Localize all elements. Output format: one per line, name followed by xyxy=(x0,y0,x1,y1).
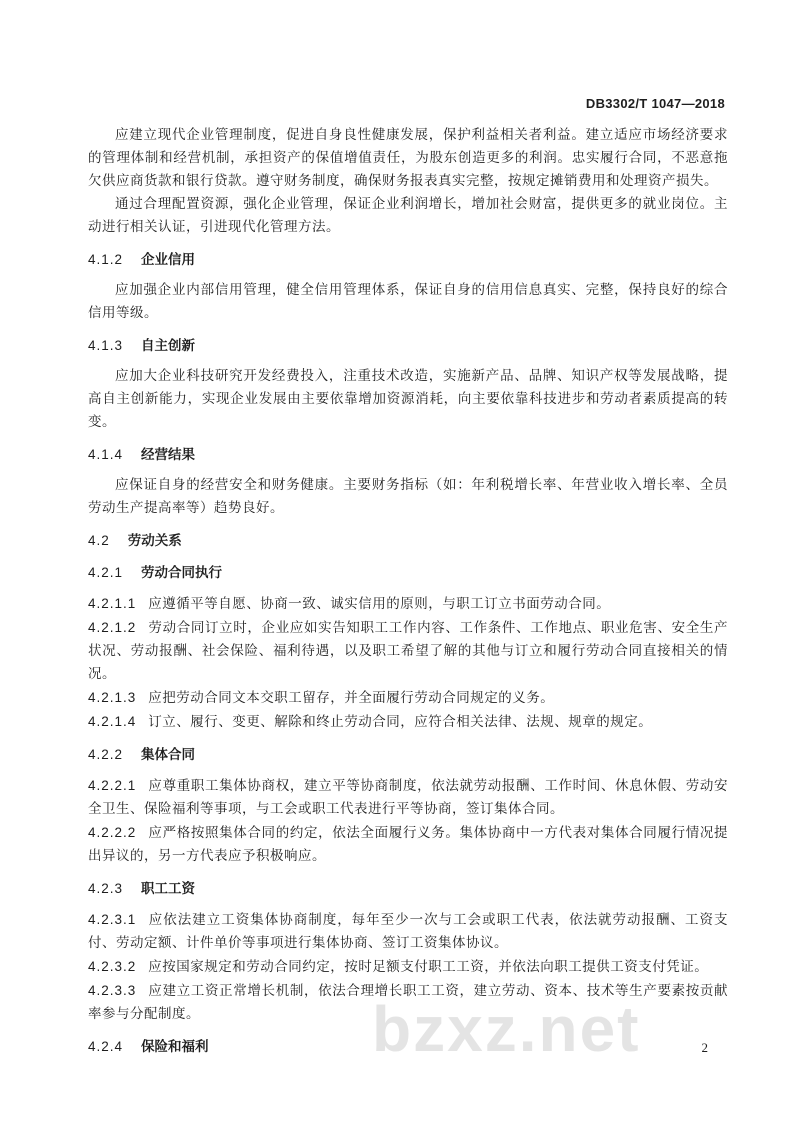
clause-number: 4.2.3.1 xyxy=(88,912,137,927)
section-number: 4.2 xyxy=(88,533,110,548)
section-number: 4.1.4 xyxy=(88,447,124,462)
section-number: 4.2.2 xyxy=(88,747,124,762)
clause-number: 4.2.2.1 xyxy=(88,778,137,793)
clause-number: 4.2.1.4 xyxy=(88,714,137,729)
clause-4-2-2-1 xyxy=(88,774,728,821)
intro-paragraph-1: 应建立现代企业管理制度，促进自身良性健康发展，保护利益相关者利益。建立适应市场经济要求的管理体制和经营机制，承担资产的保值增值责任，为股东创造更多的利润。忠实履行合同，不恶意拖欠供应商货款和银行贷款。遵守财务制度，确保财务报表真实完整，按规定摊销费用和处理资产损失。 xyxy=(88,127,728,189)
heading-4-1-3 xyxy=(88,335,728,357)
section-number: 4.1.3 xyxy=(88,338,124,353)
clause-text: 应依法建立工资集体协商制度，每年至少一次与工会或职工代表，依法就劳动报酬、工资支付、劳动定额、计件单价等事项进行集体协商、签订工资集体协议。 xyxy=(88,912,728,951)
clause-text: 应按国家规定和劳动合同约定，按时足额支付职工工资，并依法向职工提供工资支付凭证。 xyxy=(148,959,709,975)
page-number: 2 xyxy=(701,1040,708,1055)
clause-4-2-1-4 xyxy=(88,710,728,734)
clause-4-2-1-1 xyxy=(88,592,728,616)
clause-text: 订立、履行、变更、解除和终止劳动合同，应符合相关法律、法规、规章的规定。 xyxy=(148,714,653,730)
clause-4-2-2-2 xyxy=(88,821,728,868)
clause-number: 4.2.1.1 xyxy=(88,596,137,611)
section-title: 经营结果 xyxy=(141,447,196,463)
heading-4-2-3 xyxy=(88,878,728,900)
section-number: 4.2.3 xyxy=(88,881,124,896)
section-title: 劳动关系 xyxy=(127,533,182,549)
section-title: 保险和福利 xyxy=(141,1039,209,1055)
clause-number: 4.2.3.2 xyxy=(88,959,137,974)
clause-number: 4.2.1.2 xyxy=(88,620,137,635)
clause-4-2-1-3 xyxy=(88,686,728,710)
section-number: 4.1.2 xyxy=(88,252,124,267)
section-title: 自主创新 xyxy=(141,338,196,354)
section-number: 4.2.4 xyxy=(88,1039,124,1054)
section-title: 劳动合同执行 xyxy=(141,565,223,581)
section-number: 4.2.1 xyxy=(88,565,124,580)
heading-4-1-4 xyxy=(88,444,728,466)
section-title: 职工工资 xyxy=(141,881,196,897)
heading-4-2-2 xyxy=(88,744,728,766)
clause-4-2-3-2 xyxy=(88,955,728,979)
clause-text: 应把劳动合同文本交职工留存，并全面履行劳动合同规定的义务。 xyxy=(148,690,555,706)
document-body xyxy=(88,124,728,1066)
clause-text: 应遵循平等自愿、协商一致、诚实信用的原则，与职工订立书面劳动合同。 xyxy=(148,596,611,612)
watermark: bzxz.net xyxy=(372,993,641,1065)
clause-text: 应严格按照集体合同的约定，依法全面履行义务。集体协商中一方代表对集体合同履行情况提出异议的，另一方代表应予积极响应。 xyxy=(88,825,728,864)
clause-text: 应尊重职工集体协商权，建立平等协商制度，依法就劳动报酬、工作时间、休息休假、劳动安全卫生、保险福利等事项，与工会或职工代表进行平等协商，签订集体合同。 xyxy=(88,778,728,817)
section-title: 集体合同 xyxy=(141,747,196,763)
document-code: DB3302/T 1047—2018 xyxy=(585,96,725,111)
clause-4-2-3-1 xyxy=(88,908,728,955)
heading-4-2-1 xyxy=(88,562,728,584)
clause-number: 4.2.1.3 xyxy=(88,690,137,705)
clause-4-2-1-2 xyxy=(88,616,728,686)
paragraph-4-1-3: 应加大企业科技研究开发经费投入，注重技术改造，实施新产品、品牌、知识产权等发展战略，提高自主创新能力，实现企业发展由主要依靠增加资源消耗，向主要依靠科技进步和劳动者素质提高的转变。 xyxy=(88,368,728,430)
intro-paragraph-2: 通过合理配置资源，强化企业管理，保证企业利润增长，增加社会财富，提供更多的就业岗位。主动进行相关认证，引进现代化管理方法。 xyxy=(88,196,728,235)
heading-4-1-2 xyxy=(88,249,728,271)
clause-number: 4.2.3.3 xyxy=(88,983,137,998)
clause-number: 4.2.2.2 xyxy=(88,825,137,840)
section-title: 企业信用 xyxy=(141,252,196,268)
paragraph-4-1-2: 应加强企业内部信用管理，健全信用管理体系，保证自身的信用信息真实、完整，保持良好的综合信用等级。 xyxy=(88,282,728,321)
clause-text: 劳动合同订立时，企业应如实告知职工工作内容、工作条件、工作地点、职业危害、安全生产状况、劳动报酬、社会保险、福利待遇，以及职工希望了解的其他与订立和履行劳动合同直接相关的情况。 xyxy=(88,620,728,682)
clause-text: 应建立工资正常增长机制，依法合理增长职工工资，建立劳动、资本、技术等生产要素按贡献率参与分配制度。 xyxy=(88,983,728,1022)
paragraph-4-1-4: 应保证自身的经营安全和财务健康。主要财务指标（如：年利税增长率、年营业收入增长率、全员劳动生产提高率等）趋势良好。 xyxy=(88,477,728,516)
heading-4-2 xyxy=(88,530,728,552)
